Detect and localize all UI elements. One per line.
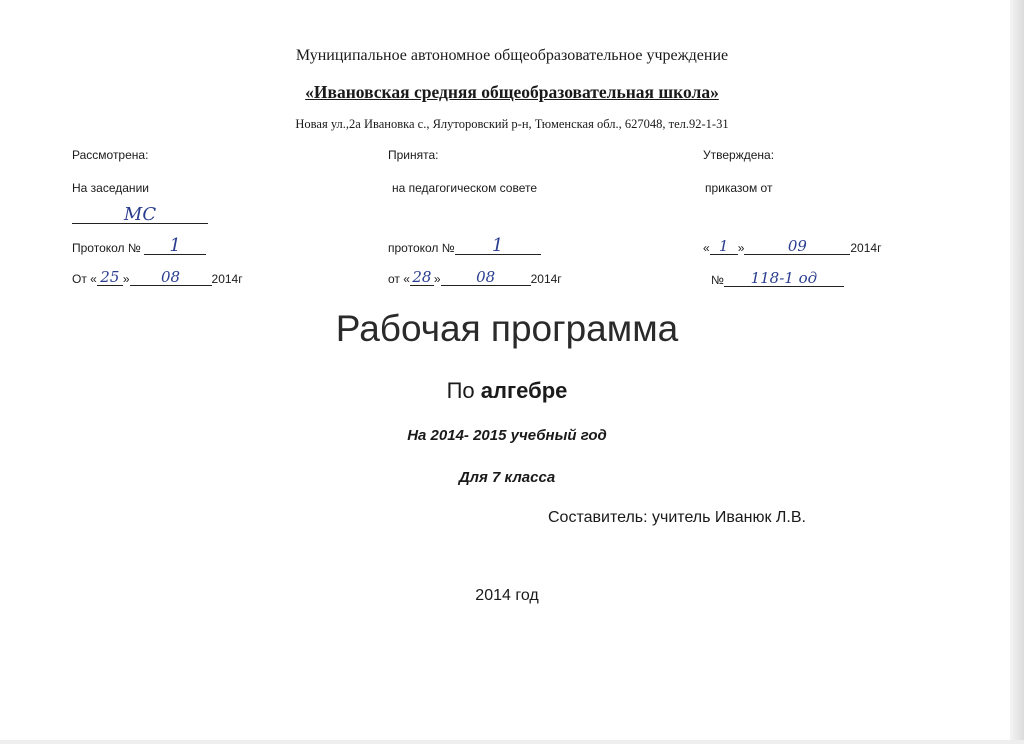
subject-line bbox=[0, 378, 1014, 404]
col2-title: Принята: bbox=[388, 148, 439, 162]
col1-body-line bbox=[72, 206, 208, 224]
col2-protocol-number: 1 bbox=[455, 240, 541, 255]
col1-protocol-number: 1 bbox=[144, 240, 206, 255]
col2-protocol-label: протокол № bbox=[388, 241, 455, 255]
col3-date-mid: » bbox=[737, 241, 745, 255]
school-address: Новая ул.,2а Ивановка с., Ялуторовский р-н, Тюменская обл., 627048, тел.92-1-31 bbox=[295, 117, 729, 131]
col2-date-month: 08 bbox=[441, 271, 531, 286]
col3-date bbox=[703, 237, 882, 255]
col1-protocol-label: Протокол № bbox=[72, 241, 141, 255]
scan-edge bbox=[1010, 0, 1024, 744]
grade-line: Для 7 класса bbox=[458, 469, 556, 486]
document-title: Рабочая программа bbox=[335, 308, 679, 349]
col3-date-day: 1 bbox=[710, 240, 738, 255]
col1-date-day: 25 bbox=[97, 271, 123, 286]
col1-body-handwriting: МС bbox=[72, 209, 208, 224]
col1-date bbox=[72, 268, 243, 286]
col1-date-prefix: От « bbox=[72, 272, 97, 286]
col3-date-month: 09 bbox=[744, 240, 850, 255]
author-line: Составитель: учитель Иванюк Л.В. bbox=[548, 509, 806, 526]
col3-number bbox=[711, 269, 844, 287]
school-year-line: На 2014- 2015 учебный год bbox=[407, 427, 607, 444]
footer-year: 2014 год bbox=[475, 587, 539, 604]
col1-date-year: 2014г bbox=[211, 272, 243, 286]
col2-date bbox=[388, 268, 562, 286]
col2-protocol bbox=[388, 235, 541, 256]
subject-name: алгебре bbox=[480, 378, 568, 403]
org-name: Муниципальное автономное общеобразовательное учреждение bbox=[295, 47, 729, 64]
subject-prefix: По bbox=[446, 378, 481, 403]
col1-title: Рассмотрена: bbox=[72, 148, 149, 162]
col3-date-year: 2014г bbox=[850, 241, 882, 255]
col2-line1: на педагогическом совете bbox=[392, 181, 538, 195]
col1-date-mid: » bbox=[122, 272, 130, 286]
col2-date-mid: » bbox=[433, 272, 441, 286]
col3-date-prefix: « bbox=[703, 241, 710, 255]
col3-number-label: № bbox=[711, 273, 724, 287]
col2-date-prefix: от « bbox=[388, 272, 410, 286]
scan-bottom-edge bbox=[0, 740, 1024, 744]
col2-date-year: 2014г bbox=[530, 272, 562, 286]
col1-date-month: 08 bbox=[130, 271, 212, 286]
col2-date-day: 28 bbox=[410, 271, 434, 286]
col1-protocol bbox=[72, 235, 206, 256]
col3-number-value: 118-1 од bbox=[724, 272, 844, 287]
col1-line1: На заседании bbox=[72, 181, 149, 195]
col3-line1: приказом от bbox=[705, 181, 773, 195]
col3-title: Утверждена: bbox=[703, 148, 775, 162]
school-name: «Ивановская средняя общеобразовательная школа» bbox=[305, 82, 719, 102]
